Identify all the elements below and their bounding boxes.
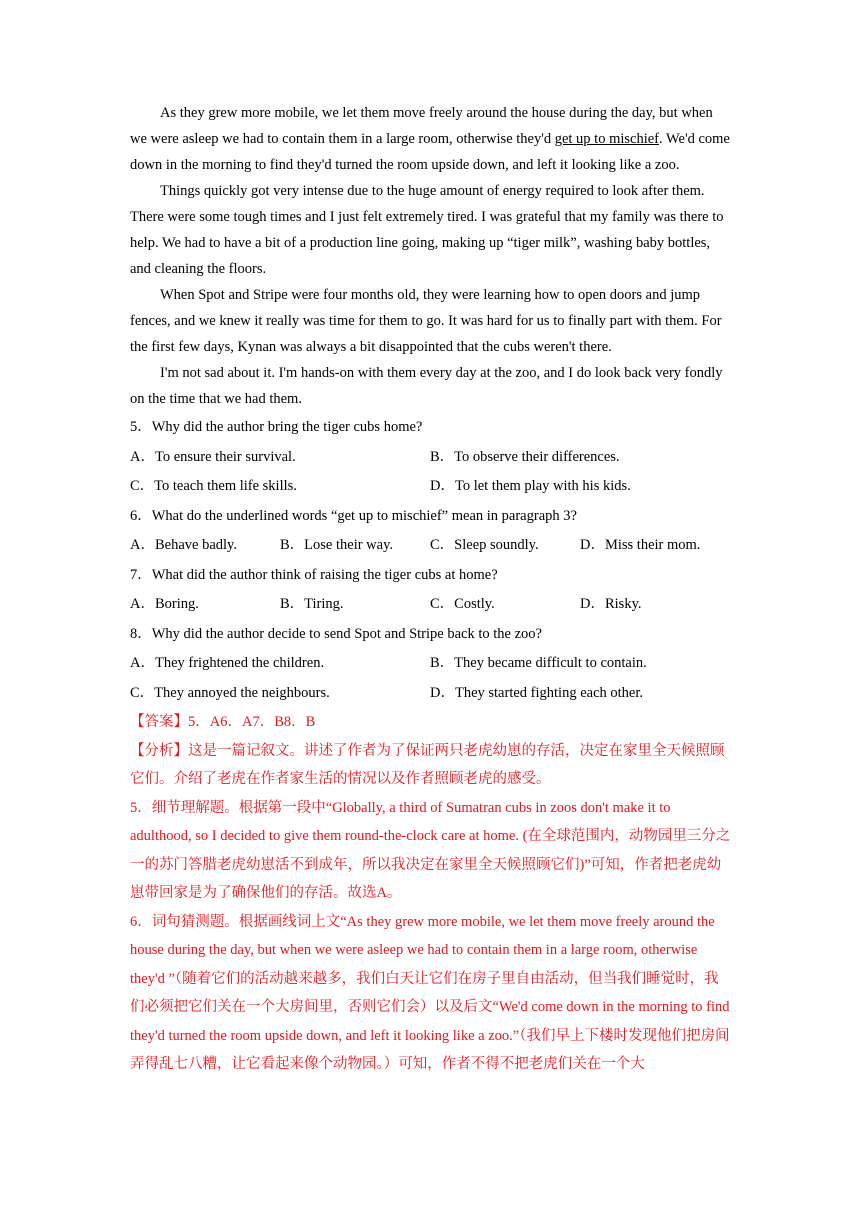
- underlined-phrase: get up to mischief: [554, 131, 660, 147]
- option-d: D．They started fighting each other.: [430, 684, 644, 701]
- option-d: D．Miss their mom.: [580, 537, 701, 553]
- option-d: D．To let them play with his kids.: [430, 478, 631, 494]
- answer-key: 【答案】5．A6．A7．B8．B: [130, 714, 316, 730]
- answer-section: [130, 708, 733, 1079]
- question-8: [130, 620, 733, 709]
- options-row: [130, 443, 733, 473]
- option-b: B．Lose their way.: [280, 537, 394, 553]
- options-row: [130, 649, 733, 679]
- option-a: A．Boring.: [130, 596, 199, 612]
- paragraph-1-text-end: . We'd come down in the morning to find they'd turned the room upside down, and left it looking like a zoo.: [130, 131, 730, 173]
- passage-paragraph-1: [130, 100, 733, 178]
- question-stem: 7．What did the author think of raising the tiger cubs at home?: [130, 566, 498, 583]
- options-row: [130, 472, 733, 502]
- option-c: C．To teach them life skills.: [130, 478, 297, 494]
- question-stem: 6．What do the underlined words “get up to mischief” mean in paragraph 3?: [130, 507, 577, 524]
- option-b: B．Tiring.: [280, 596, 344, 612]
- passage-paragraph-2: Things quickly got very intense due to the huge amount of energy required to look after them. There were some tough times and I just felt extremely tired. I was grateful that my family was there to help. We had to have a bit of a production line going, making up “tiger milk”, washing baby bottles, and cleaning the floors.: [130, 183, 724, 277]
- passage-paragraph-4: I'm not sad about it. I'm hands-on with them every day at the zoo, and I do look back very fondly on the time that we had them.: [130, 365, 723, 407]
- option-c: C．Sleep soundly.: [430, 537, 539, 553]
- question-6-explanation: 6．词句猜测题。根据画线词上文“As they grew more mobile, we let them move freely around the house during the day, but when we were asleep we had to contain them in a large room, otherwise they'd ”（随着它们的活动越来越多，我们白天让它们在房子里自由活动，但当我们睡觉时，我们必须把它们关在一个大房间里，否则它们会）以及后文“We'd come down in the morning to find they'd turned the room upside down, and left it looking like a zoo.”（我们早上下楼时发现他们把房间弄得乱七八糟，让它看起来像个动物园。）可知，作者不得不把老虎们关在一个大: [130, 913, 730, 1072]
- option-c: C．They annoyed the neighbours.: [130, 684, 330, 701]
- analysis-summary: 【分析】这是一篇记叙文。讲述了作者为了保证两只老虎幼崽的存活，决定在家里全天候照顾它们。介绍了老虎在作者家生活的情况以及作者照顾老虎的感受。: [130, 742, 725, 787]
- question-stem: 8．Why did the author decide to send Spot and Stripe back to the zoo?: [130, 625, 542, 642]
- option-d: D．Risky.: [580, 596, 642, 612]
- question-stem: 5．Why did the author bring the tiger cubs home?: [130, 419, 423, 435]
- option-a: A．They frightened the children.: [130, 655, 325, 671]
- option-a: A．To ensure their survival.: [130, 448, 296, 465]
- option-b: B．They became difficult to contain.: [430, 655, 647, 671]
- question-6: [130, 502, 733, 561]
- options-row: [130, 590, 733, 620]
- document-page: [130, 100, 733, 1079]
- option-b: B．To observe their differences.: [430, 448, 620, 465]
- options-row: [130, 531, 733, 561]
- option-a: A．Behave badly.: [130, 537, 237, 553]
- question-5: [130, 413, 733, 502]
- question-7: [130, 561, 733, 620]
- paragraph-1-text: As they grew more mobile, we let them move freely around the house during the day, but when we were asleep we had to contain them in a large room, otherwise they'd: [130, 105, 713, 147]
- options-row: [130, 679, 733, 709]
- question-5-explanation: 5．细节理解题。根据第一段中“Globally, a third of Sumatran cubs in zoos don't make it to adulthood, so I decided to give them round-the-clock care at home. (在全球范围内，动物园里三分之一的苏门答腊老虎幼崽活不到成年，所以我决定在家里全天候照顾它们)”可知，作者把老虎幼崽带回家是为了确保他们的存活。故选A。: [130, 799, 731, 901]
- option-c: C．Costly.: [430, 596, 495, 612]
- passage-paragraph-3: When Spot and Stripe were four months old, they were learning how to open doors and jump fences, and we knew it really was time for them to go. It was hard for us to finally part with them. For the first few days, Kynan was always a bit disappointed that the cubs weren't there.: [130, 287, 722, 355]
